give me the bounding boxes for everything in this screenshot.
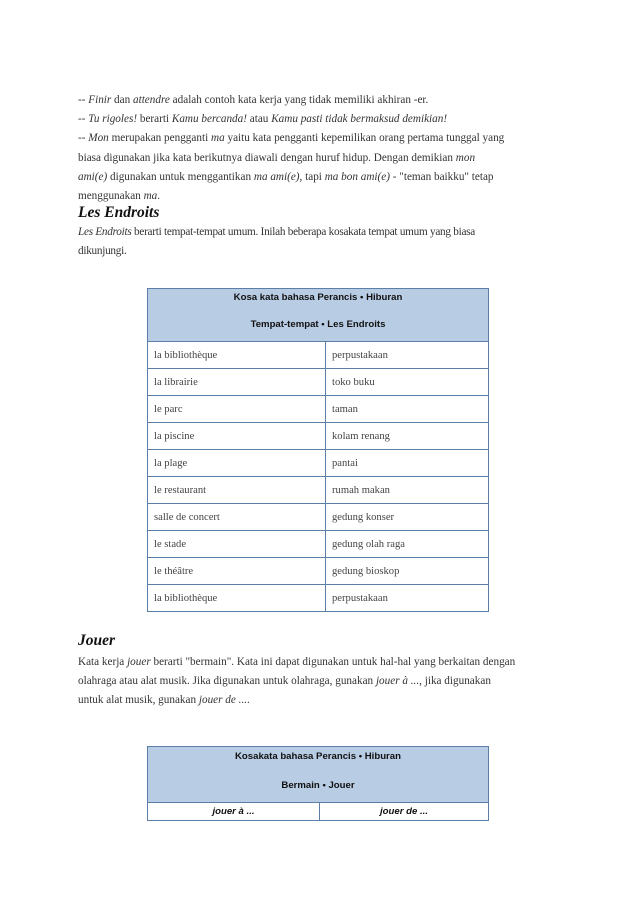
indonesian-word: toko buku (326, 369, 489, 396)
column-header-jouer-a: jouer à ... (148, 803, 320, 821)
table-row (148, 342, 489, 369)
vocab-table-endroits (147, 288, 489, 612)
table-header (148, 289, 489, 342)
table-row (148, 504, 489, 531)
table-row (148, 396, 489, 423)
table-title: Kosa kata bahasa Perancis • Hiburan (233, 292, 403, 303)
french-word: la plage (148, 450, 326, 477)
table-subtitle: Bermain • Jouer (281, 780, 355, 791)
indonesian-word: perpustakaan (326, 342, 489, 369)
indonesian-word: gedung konser (326, 504, 489, 531)
table-header (148, 747, 489, 803)
french-word: le stade (148, 531, 326, 558)
table-row (148, 369, 489, 396)
les-endroits-line-2: dikunjungi. (78, 245, 127, 258)
french-word: le théâtre (148, 558, 326, 585)
french-word: la librairie (148, 369, 326, 396)
table-row (148, 558, 489, 585)
column-header-jouer-de: jouer de ... (320, 803, 489, 821)
jouer-line-2: olahraga atau alat musik. Jika digunakan untuk olahraga, gunakan jouer à ..., jika digunakan (78, 675, 491, 688)
vocab-table-jouer (147, 746, 489, 821)
table-row (148, 450, 489, 477)
intro-line-5: ami(e) digunakan untuk menggantikan ma ami(e), tapi ma bon ami(e) - "teman baikku" tetap (78, 170, 494, 183)
french-word: le restaurant (148, 477, 326, 504)
intro-line-3: -- Mon merupakan pengganti ma yaitu kata pengganti kepemilikan orang pertama tunggal yang (78, 132, 505, 145)
intro-paragraph (78, 91, 568, 206)
french-word: salle de concert (148, 504, 326, 531)
intro-line-4: biasa digunakan jika kata berikutnya diawali dengan huruf hidup. Dengan demikian mon (78, 151, 476, 164)
table-row (148, 423, 489, 450)
indonesian-word: rumah makan (326, 477, 489, 504)
table-subtitle: Tempat-tempat • Les Endroits (250, 319, 386, 330)
intro-line-6: menggunakan ma. (78, 190, 161, 203)
section-heading-jouer: Jouer (78, 632, 116, 649)
indonesian-word: gedung olah raga (326, 531, 489, 558)
section-heading-les-endroits: Les Endroits (78, 204, 160, 221)
indonesian-word: taman (326, 396, 489, 423)
indonesian-word: pantai (326, 450, 489, 477)
french-word: la bibliothèque (148, 342, 326, 369)
french-word: le parc (148, 396, 326, 423)
table-row (148, 477, 489, 504)
french-word: la bibliothèque (148, 585, 326, 612)
jouer-paragraph (78, 653, 568, 711)
indonesian-word: gedung bioskop (326, 558, 489, 585)
les-endroits-line-1: Les Endroits berarti tempat-tempat umum. Inilah beberapa kosakata tempat umum yang biasa (78, 226, 476, 238)
jouer-line-3: untuk alat musik, gunakan jouer de .... (78, 694, 250, 707)
table-title: Kosakata bahasa Perancis • Hiburan (235, 751, 401, 762)
les-endroits-paragraph (78, 223, 568, 261)
intro-line-2: -- Tu rigoles! berarti Kamu bercanda! atau Kamu pasti tidak bermaksud demikian! (78, 113, 448, 126)
jouer-line-1: Kata kerja jouer berarti "bermain". Kata ini dapat digunakan untuk hal-hal yang berkaitan dengan (78, 656, 516, 668)
intro-line-1: -- Finir dan attendre adalah contoh kata kerja yang tidak memiliki akhiran -er. (78, 94, 429, 106)
table-row (148, 585, 489, 612)
table-row (148, 531, 489, 558)
indonesian-word: perpustakaan (326, 585, 489, 612)
indonesian-word: kolam renang (326, 423, 489, 450)
french-word: la piscine (148, 423, 326, 450)
